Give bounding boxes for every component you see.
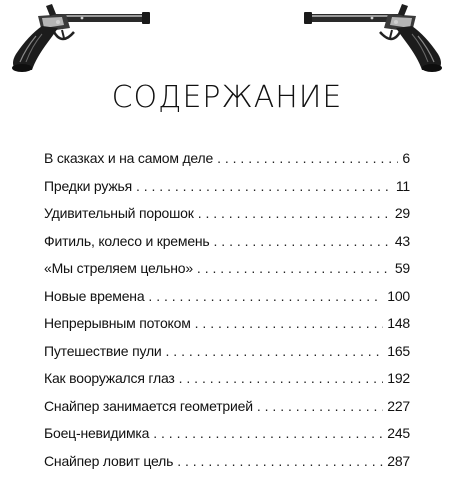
toc-dot-leader xyxy=(217,150,398,166)
toc-entry-page: 100 xyxy=(387,288,410,304)
toc-entry-page: 192 xyxy=(387,370,410,386)
flintlock-pistol-icon xyxy=(2,2,152,74)
toc-entry[interactable] xyxy=(44,178,410,206)
toc-entry[interactable] xyxy=(44,288,410,316)
toc-entry-title: Новые времена xyxy=(44,288,144,304)
toc-entry-title: Предки ружья xyxy=(44,178,132,194)
toc-dot-leader xyxy=(214,233,391,249)
toc-entry-title: Непрерывным потоком xyxy=(44,315,191,331)
toc-entry[interactable] xyxy=(44,425,410,453)
toc-entry-page: 59 xyxy=(395,260,410,276)
toc-entry-title: Снайпер ловит цель xyxy=(44,453,173,469)
table-of-contents xyxy=(44,150,410,480)
toc-entry-title: Фитиль, колесо и кремень xyxy=(44,233,210,249)
flintlock-pistol-icon xyxy=(302,2,452,74)
toc-entry[interactable] xyxy=(44,343,410,371)
toc-dot-leader xyxy=(198,205,391,221)
toc-dot-leader xyxy=(166,343,384,359)
toc-dot-leader xyxy=(197,260,391,276)
toc-entry[interactable] xyxy=(44,370,410,398)
toc-entry-title: В сказках и на самом деле xyxy=(44,150,213,166)
toc-dot-leader xyxy=(195,315,384,331)
toc-dot-leader xyxy=(153,425,383,441)
toc-entry[interactable] xyxy=(44,398,410,426)
toc-entry-page: 11 xyxy=(396,178,410,194)
toc-dot-leader xyxy=(136,178,392,194)
toc-entry[interactable] xyxy=(44,453,410,480)
toc-entry-title: Удивительный порошок xyxy=(44,205,194,221)
toc-dot-leader xyxy=(257,398,383,414)
toc-entry-page: 287 xyxy=(387,453,410,469)
toc-entry-page: 227 xyxy=(387,398,410,414)
toc-entry[interactable] xyxy=(44,315,410,343)
toc-entry[interactable] xyxy=(44,233,410,261)
toc-entry-page: 43 xyxy=(395,233,410,249)
toc-dot-leader xyxy=(177,453,383,469)
toc-dot-leader xyxy=(179,370,384,386)
toc-entry-page: 148 xyxy=(387,315,410,331)
toc-entry-page: 165 xyxy=(387,343,410,359)
toc-entry[interactable] xyxy=(44,150,410,178)
page-title: СОДЕРЖАНИЕ xyxy=(0,80,454,116)
toc-entry-title: Снайпер занимается геометрией xyxy=(44,398,253,414)
toc-entry-page: 6 xyxy=(402,150,410,166)
toc-dot-leader xyxy=(148,288,383,304)
toc-entry-page: 245 xyxy=(387,425,410,441)
toc-entry[interactable] xyxy=(44,205,410,233)
toc-entry-title: Путешествие пули xyxy=(44,343,162,359)
toc-entry-title: Как вооружался глаз xyxy=(44,370,175,386)
toc-entry-page: 29 xyxy=(395,205,410,221)
toc-entry-title: Боец-невидимка xyxy=(44,425,149,441)
toc-entry[interactable] xyxy=(44,260,410,288)
toc-entry-title: «Мы стреляем цельно» xyxy=(44,260,193,276)
